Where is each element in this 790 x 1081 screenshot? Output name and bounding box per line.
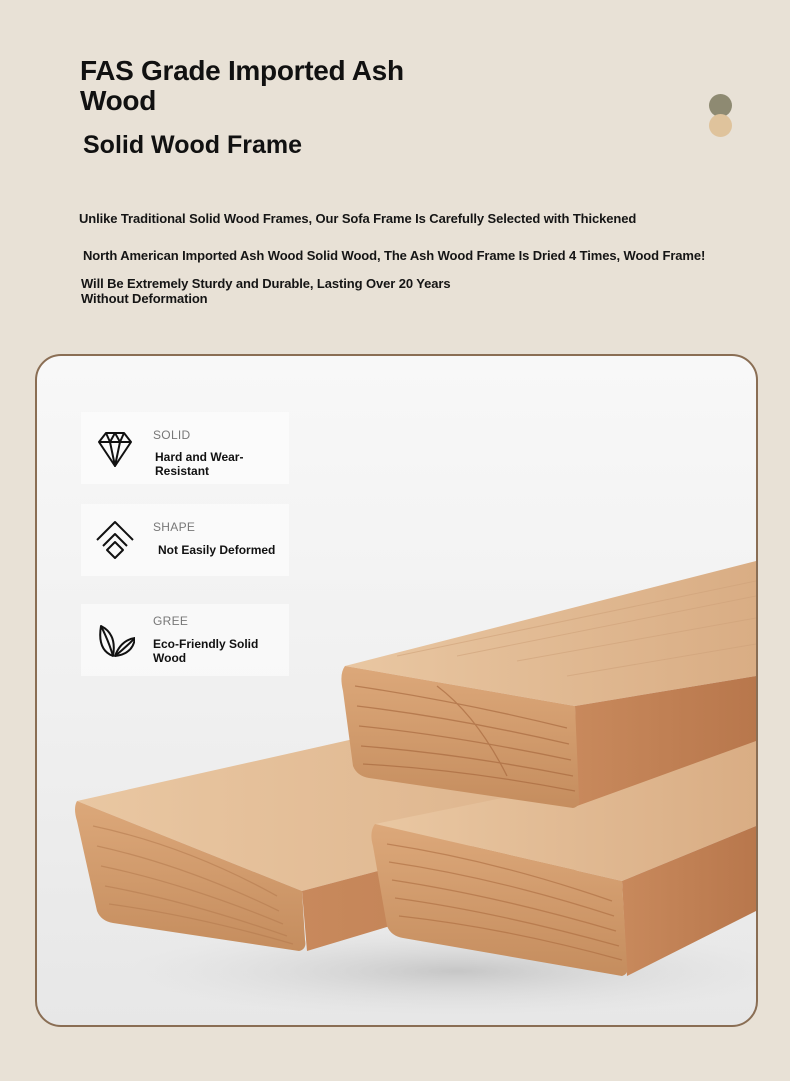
feature-label: Not Easily Deformed <box>158 543 276 557</box>
feature-caption: SHAPE <box>153 520 196 534</box>
layers-icon <box>95 520 135 560</box>
color-swatch-sand[interactable] <box>709 114 732 137</box>
feature-shape <box>81 504 289 576</box>
description-line-3a: Will Be Extremely Sturdy and Durable, Lasting Over 20 Years <box>81 276 451 291</box>
description-line-1: Unlike Traditional Solid Wood Frames, Our Sofa Frame Is Carefully Selected with Thickened <box>79 211 637 226</box>
color-swatches <box>709 94 732 137</box>
diamond-icon <box>95 428 135 468</box>
feature-green <box>81 604 289 676</box>
leaf-icon <box>95 620 135 660</box>
page-subtitle: Solid Wood Frame <box>83 131 302 159</box>
wood-image-panel <box>35 354 758 1027</box>
feature-caption: SOLID <box>153 428 191 442</box>
description-line-2: North American Imported Ash Wood Solid Wood, The Ash Wood Frame Is Dried 4 Times, Wood Frame! <box>83 248 706 263</box>
feature-caption: GREE <box>153 614 189 628</box>
feature-solid <box>81 412 289 484</box>
page-title: FAS Grade Imported Ash Wood <box>80 55 404 116</box>
feature-label: Hard and Wear-Resistant <box>155 450 244 478</box>
description-line-3b: Without Deformation <box>81 291 208 306</box>
feature-label: Eco-Friendly Solid Wood <box>153 637 259 665</box>
description-line-3 <box>81 276 481 306</box>
